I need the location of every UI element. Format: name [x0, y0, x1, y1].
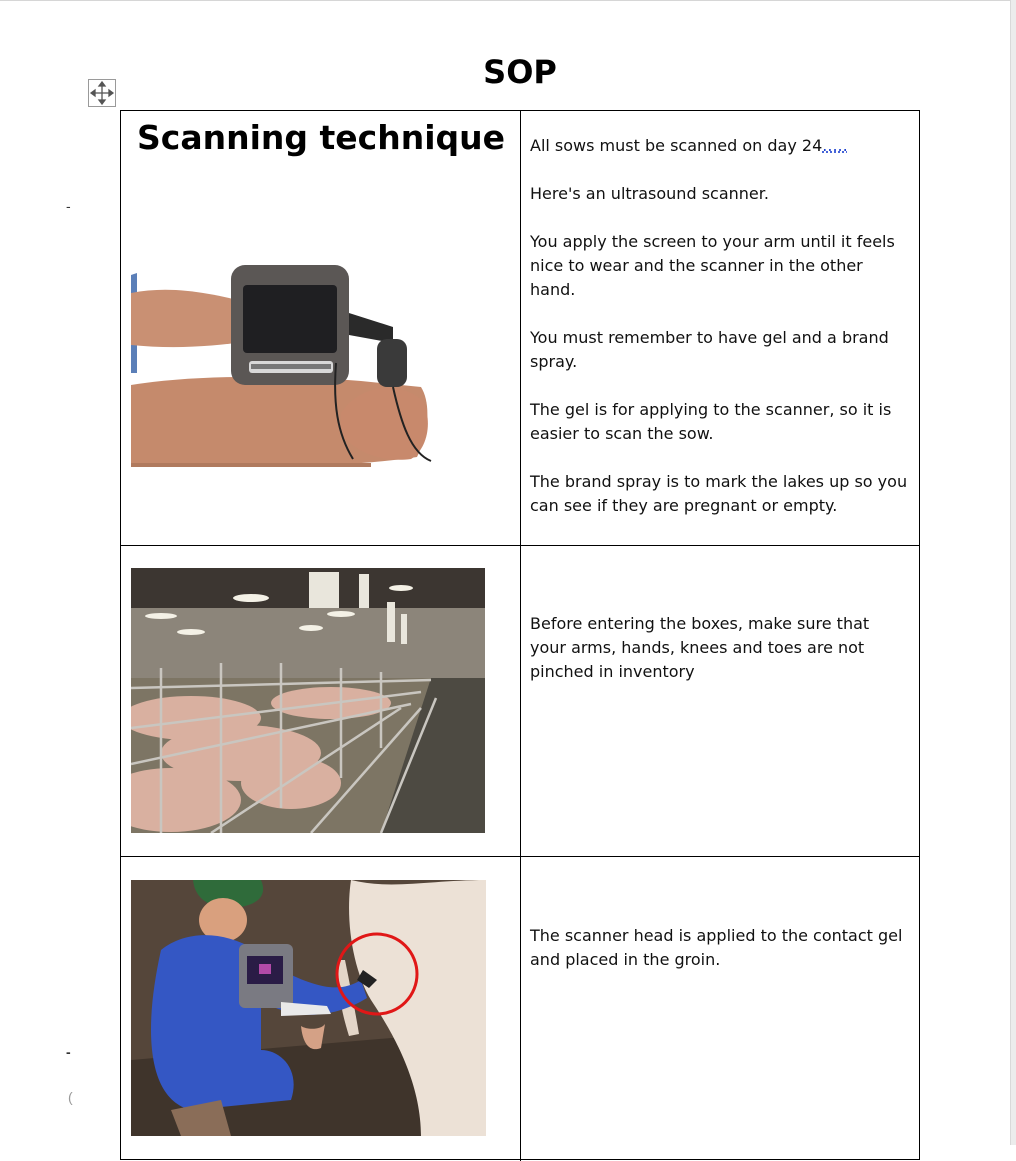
table-move-handle[interactable] [88, 79, 116, 107]
page-top-border [0, 0, 1016, 1]
margin-mark: - [66, 198, 71, 214]
page-right-edge [1010, 0, 1016, 1145]
instruction-paragraph: You must remember to have gel and a brand spray. [530, 328, 889, 371]
instructions-cell [530, 612, 910, 708]
move-arrows-icon [89, 80, 115, 106]
ultrasound-scanner-on-arm-photo [131, 263, 433, 467]
sow-stalls-barn-photo [131, 568, 485, 833]
document-title: SOP [483, 53, 557, 91]
sop-table [120, 110, 920, 1160]
row-divider [121, 545, 919, 546]
instructions-cell [530, 924, 910, 996]
instructions-cell [530, 134, 910, 542]
instruction-paragraph: You apply the screen to your arm until it feels nice to wear and the scanner in the other hand. [530, 232, 895, 299]
ellipsis-link[interactable]: ..... [822, 136, 848, 155]
instruction-paragraph: Before entering the boxes, make sure that your arms, hands, knees and toes are not pinched in inventory [530, 614, 870, 681]
instruction-paragraph [530, 134, 910, 158]
instruction-paragraph: The scanner head is applied to the contact gel and placed in the groin. [530, 926, 903, 969]
column-divider [520, 111, 521, 1161]
instruction-paragraph: The gel is for applying to the scanner, so it is easier to scan the sow. [530, 400, 892, 443]
scanning-sow-groin-photo [131, 880, 486, 1136]
instruction-text: All sows must be scanned on day 24 [530, 136, 823, 155]
margin-mark: - [66, 1044, 71, 1060]
section-heading: Scanning technique [136, 118, 505, 157]
margin-mark: ( [68, 1089, 73, 1105]
instruction-paragraph: The brand spray is to mark the lakes up so you can see if they are pregnant or empty. [530, 472, 908, 515]
row-divider [121, 856, 919, 857]
instruction-paragraph: Here's an ultrasound scanner. [530, 184, 769, 203]
